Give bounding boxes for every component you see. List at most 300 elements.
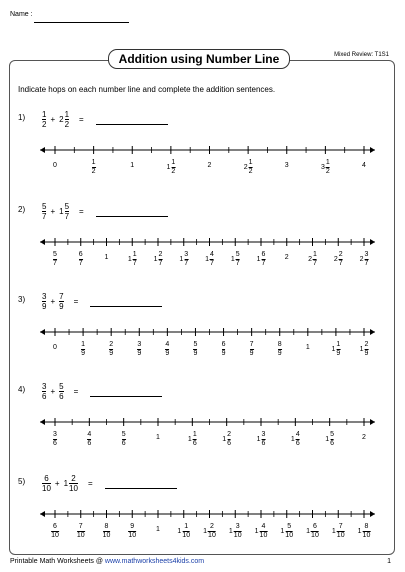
tick-value-whole: 1 (331, 346, 336, 353)
tick-value (332, 341, 341, 358)
addend-1-denominator: 10 (42, 484, 51, 493)
tick-value-denominator: 6 (261, 440, 266, 447)
tick-label (321, 159, 330, 176)
tick-value-fraction (87, 431, 91, 448)
tick-label (92, 159, 96, 176)
tick-value-numerator: 4 (165, 341, 170, 348)
tick-value (362, 434, 366, 441)
addend-2-numerator: 5 (59, 382, 64, 391)
tick-value-fraction (165, 341, 169, 358)
tick-value-numerator: 3 (53, 431, 57, 438)
addend-1-numerator: 5 (42, 202, 47, 211)
tick-value-whole: 2 (207, 162, 212, 169)
tick-value-denominator: 9 (165, 350, 170, 357)
tick-label (222, 341, 226, 358)
tick-value-numerator: 7 (78, 523, 83, 530)
tick-value-whole: 1 (228, 528, 233, 535)
addend-2-numerator: 2 (71, 474, 76, 483)
tick-value-denominator: 6 (192, 440, 197, 447)
tick-value-fraction (278, 341, 282, 358)
addend-1-denominator: 9 (42, 302, 47, 311)
tick-value-whole: 1 (306, 528, 311, 535)
equals-sign: = (79, 207, 84, 216)
tick-value-whole: 1 (290, 436, 295, 443)
addend-1-fraction (42, 202, 46, 221)
tick-value (257, 431, 266, 448)
addend-1-fraction (42, 292, 46, 311)
tick-value-denominator: 6 (53, 440, 57, 447)
tick-value (278, 341, 282, 358)
tick-value (81, 341, 85, 358)
tick-value-denominator: 10 (362, 532, 371, 539)
addend-2-whole: 1 (59, 207, 64, 216)
tick-value-denominator: 2 (248, 168, 253, 175)
tick-value-denominator: 7 (364, 260, 369, 267)
addition-expression (42, 110, 168, 129)
tick-value-whole: 1 (222, 436, 227, 443)
tick-value-fraction (365, 251, 369, 268)
addend-2 (59, 202, 69, 221)
answer-blank[interactable] (96, 206, 168, 217)
tick-value-numerator: 4 (261, 523, 266, 530)
tick-value-whole: 2 (333, 256, 338, 263)
tick-value (222, 431, 231, 448)
addend-2-fraction (65, 110, 69, 129)
plus-sign: + (54, 479, 60, 488)
tick-value-fraction (159, 251, 163, 268)
tick-value (306, 523, 319, 540)
tick-value-numerator: 5 (235, 251, 240, 258)
addend-2-numerator: 1 (64, 110, 70, 119)
tick-value-denominator: 10 (259, 532, 268, 539)
tick-value-denominator: 7 (78, 260, 83, 267)
tick-label (360, 341, 369, 358)
tick-value-denominator: 7 (184, 260, 189, 267)
tick-value-whole: 1 (166, 164, 171, 171)
tick-value-fraction (79, 251, 83, 268)
tick-value (188, 431, 197, 448)
tick-value-denominator: 10 (128, 532, 137, 539)
tick-value (53, 344, 57, 351)
tick-value-fraction (250, 341, 254, 358)
tick-value-fraction (236, 251, 240, 268)
addend-1-numerator: 6 (44, 474, 49, 483)
tick-value (325, 431, 334, 448)
tick-label (166, 159, 175, 176)
addend-2-whole: 2 (59, 115, 64, 124)
tick-value-fraction (222, 341, 226, 358)
addition-expression (42, 474, 177, 493)
tick-value-fraction (337, 523, 345, 540)
tick-label (362, 434, 366, 441)
footer (10, 558, 204, 565)
tick-label (255, 523, 268, 540)
tick-value (165, 341, 169, 358)
tick-value-numerator: 2 (109, 341, 114, 348)
tick-label (306, 344, 310, 351)
tick-value-numerator: 4 (210, 251, 214, 258)
tick-label (285, 162, 289, 169)
equals-sign: = (73, 387, 79, 396)
tick-value-numerator: 7 (249, 341, 254, 348)
tick-value-whole: 4 (362, 162, 366, 169)
tick-value-denominator: 10 (285, 532, 294, 539)
addend-1 (42, 474, 51, 493)
tick-value-fraction (53, 251, 57, 268)
tick-label (87, 431, 91, 448)
tick-value-numerator: 3 (137, 341, 142, 348)
addend-2-denominator: 2 (64, 120, 70, 129)
tick-value (105, 254, 109, 261)
tick-value-fraction (363, 523, 371, 540)
tick-value (53, 162, 57, 169)
tick-label (156, 526, 160, 533)
addition-expression (42, 382, 162, 401)
plus-sign: + (50, 387, 56, 396)
tick-value-denominator: 6 (121, 440, 126, 447)
addend-1-numerator: 3 (42, 292, 47, 301)
tick-value-numerator: 1 (132, 251, 137, 258)
tick-value-whole: 1 (280, 528, 285, 535)
tick-value-whole: 1 (359, 346, 364, 353)
tick-value-denominator: 7 (210, 260, 214, 267)
tick-value-denominator: 10 (51, 532, 59, 539)
tick-value-whole: 1 (179, 256, 184, 263)
tick-value-numerator: 3 (364, 251, 369, 258)
tick-value-denominator: 10 (233, 532, 242, 539)
answer-blank[interactable] (96, 114, 168, 125)
tick-value-fraction (249, 159, 253, 176)
tick-value-denominator: 6 (330, 440, 335, 447)
tick-value-fraction (137, 341, 141, 358)
tick-value-numerator: 1 (81, 341, 86, 348)
addend-1-numerator: 1 (42, 110, 47, 119)
tick-value-whole: 1 (156, 434, 160, 441)
tick-value-denominator: 10 (208, 532, 216, 539)
tick-value-whole: 1 (254, 528, 259, 535)
addend-1-fraction (42, 474, 51, 493)
tick-value-whole: 2 (284, 254, 289, 261)
name-line[interactable] (34, 22, 129, 23)
tick-label (53, 344, 57, 351)
tick-value (332, 523, 345, 540)
tick-value-numerator: 4 (295, 431, 300, 438)
tick-value-numerator: 1 (184, 523, 189, 530)
plus-sign: + (50, 297, 56, 306)
addend-2-whole: 1 (63, 479, 69, 488)
equals-sign: = (73, 297, 79, 306)
tick-value-numerator: 3 (235, 523, 240, 530)
tick-value-denominator: 9 (137, 350, 142, 357)
tick-value-numerator: 5 (287, 523, 292, 530)
problem-number: 4) (18, 385, 26, 394)
tick-value-numerator: 3 (184, 251, 189, 258)
tick-value-fraction (262, 431, 266, 448)
tick-value (203, 523, 216, 540)
tick-value-denominator: 6 (295, 440, 300, 447)
tick-value (166, 159, 175, 176)
tick-value-denominator: 7 (158, 260, 163, 267)
tick-value-numerator: 5 (330, 431, 335, 438)
tick-value (177, 523, 190, 540)
problem-number: 5) (18, 477, 26, 486)
tick-value-denominator: 10 (182, 532, 191, 539)
tick-value-whole: 1 (331, 528, 336, 535)
tick-label (278, 341, 282, 358)
tick-value (194, 341, 198, 358)
tick-value-denominator: 9 (249, 350, 254, 357)
tick-value-fraction (234, 523, 242, 540)
tick-value-whole: 1 (156, 526, 160, 533)
tick-value-fraction (227, 431, 231, 448)
tick-value-whole: 1 (205, 256, 209, 263)
tick-value-whole: 1 (127, 256, 132, 263)
tick-label (257, 251, 266, 268)
addend-2-numerator: 5 (64, 202, 70, 211)
tick-value-denominator: 10 (336, 532, 345, 539)
footer-url[interactable]: www.mathworksheets4kids.com (104, 558, 205, 565)
instructions: Indicate hops on each number line and complete the addition sentences. (18, 85, 276, 94)
tick-value (255, 523, 268, 540)
tick-label (177, 523, 190, 540)
plus-sign: + (50, 115, 56, 124)
addend-2-denominator: 6 (59, 392, 64, 401)
tick-label (103, 523, 111, 540)
tick-value-numerator: 8 (364, 523, 369, 530)
tick-label (79, 251, 83, 268)
tick-label (203, 523, 216, 540)
tick-value-whole: 1 (203, 528, 208, 535)
tick-value-numerator: 9 (130, 523, 135, 530)
tick-value-fraction (51, 523, 59, 540)
tick-value (92, 159, 96, 176)
tick-value-fraction (326, 159, 330, 176)
tick-value-numerator: 5 (193, 341, 198, 348)
tick-value-numerator: 6 (261, 251, 266, 258)
tick-value (358, 523, 371, 540)
equals-sign: = (87, 479, 93, 488)
tick-label (360, 251, 369, 268)
tick-label (130, 162, 134, 169)
tick-value-whole: 1 (130, 162, 135, 169)
tick-value-denominator: 2 (91, 168, 96, 175)
tick-value-fraction (128, 523, 136, 540)
tick-value (229, 523, 242, 540)
tick-value-denominator: 2 (325, 168, 330, 175)
tick-value (205, 251, 214, 268)
addend-2-numerator: 7 (59, 292, 64, 301)
tick-value (122, 431, 126, 448)
tick-value-fraction (330, 431, 334, 448)
tick-value-numerator: 1 (336, 341, 341, 348)
tick-label (105, 254, 109, 261)
tick-value-numerator: 6 (53, 523, 57, 530)
tick-value-numerator: 1 (192, 431, 197, 438)
answer-blank[interactable] (90, 296, 162, 307)
tick-value (208, 162, 212, 169)
tick-value-denominator: 7 (132, 260, 137, 267)
tick-value-numerator: 8 (104, 523, 109, 530)
addend-1 (42, 382, 46, 401)
tick-label (285, 254, 289, 261)
tick-value-fraction (208, 523, 216, 540)
tick-value (109, 341, 113, 358)
tick-label (53, 431, 57, 448)
tick-value-whole: 1 (325, 436, 330, 443)
tick-label (222, 431, 231, 448)
tick-value-denominator: 9 (193, 350, 198, 357)
tick-value-denominator: 9 (364, 350, 369, 357)
tick-value-fraction (109, 341, 113, 358)
tick-value (128, 251, 137, 268)
addend-1-fraction (42, 110, 46, 129)
tick-value-denominator: 7 (338, 260, 343, 267)
tick-value (362, 162, 366, 169)
tick-value-fraction (194, 341, 198, 358)
tick-value-whole: 2 (359, 256, 364, 263)
addend-2 (64, 474, 78, 493)
tick-label (291, 431, 300, 448)
tick-value-denominator: 9 (81, 350, 86, 357)
tick-value-denominator: 7 (53, 260, 57, 267)
tick-value (231, 251, 240, 268)
addend-1-denominator: 7 (42, 212, 47, 221)
name-label: Name : (10, 11, 33, 18)
tick-value-numerator: 4 (87, 431, 92, 438)
tick-value-whole: 1 (153, 256, 158, 263)
tick-label (51, 523, 59, 540)
equals-sign: = (79, 115, 84, 124)
tick-value-denominator: 10 (311, 532, 319, 539)
tick-label (280, 523, 293, 540)
addend-2-fraction (69, 474, 78, 493)
tick-value-numerator: 6 (78, 251, 83, 258)
tick-value-numerator: 7 (338, 523, 343, 530)
tick-value-fraction (285, 523, 293, 540)
tick-value (179, 251, 188, 268)
tick-value (360, 251, 369, 268)
tick-label (77, 523, 85, 540)
tick-value (222, 341, 226, 358)
tick-label (137, 341, 141, 358)
tick-value (154, 251, 163, 268)
plus-sign: + (50, 207, 56, 216)
tick-value-fraction (53, 431, 57, 448)
tick-value-numerator: 6 (221, 341, 226, 348)
tick-value (77, 523, 85, 540)
tick-value (250, 341, 254, 358)
tick-value-numerator: 2 (209, 523, 214, 530)
tick-value-denominator: 7 (261, 260, 266, 267)
tick-value-fraction (92, 159, 96, 176)
answer-blank[interactable] (105, 478, 177, 489)
tick-value (244, 159, 253, 176)
tick-value-denominator: 9 (221, 350, 226, 357)
tick-value-fraction (210, 251, 214, 268)
tick-value-fraction (133, 251, 137, 268)
tick-label (250, 341, 254, 358)
tick-value-numerator: 2 (364, 341, 369, 348)
tick-value-whole: 2 (308, 256, 312, 263)
tick-value (291, 431, 300, 448)
tick-value-fraction (296, 431, 300, 448)
answer-blank[interactable] (90, 386, 162, 397)
addend-2-denominator: 10 (69, 484, 78, 493)
tick-value-denominator: 9 (336, 350, 341, 357)
tick-value (156, 434, 160, 441)
worksheet-title: Addition using Number Line (108, 49, 290, 69)
tick-value (128, 523, 136, 540)
tick-value-numerator: 1 (325, 159, 330, 166)
mixed-review-label: Mixed Review: T1S1 (334, 52, 389, 58)
tick-label (179, 251, 188, 268)
tick-value (53, 251, 57, 268)
tick-value-whole: 1 (177, 528, 182, 535)
addend-1-denominator: 2 (42, 120, 47, 129)
tick-value-fraction (339, 251, 343, 268)
tick-label (128, 523, 136, 540)
tick-value-whole: 1 (104, 254, 109, 261)
addend-2-fraction (59, 382, 63, 401)
addend-2 (59, 292, 63, 311)
tick-value-denominator: 9 (109, 350, 114, 357)
tick-value (306, 344, 310, 351)
tick-label (332, 523, 345, 540)
tick-value (53, 431, 57, 448)
tick-value-denominator: 7 (313, 260, 317, 267)
problem-number: 1) (18, 113, 26, 122)
tick-value-denominator: 10 (76, 532, 85, 539)
tick-label (81, 341, 85, 358)
tick-value-fraction (260, 523, 268, 540)
tick-label (109, 341, 113, 358)
tick-value-whole: 1 (357, 528, 362, 535)
addend-2-fraction (59, 292, 63, 311)
tick-label (156, 434, 160, 441)
tick-label (194, 341, 198, 358)
tick-value (321, 159, 330, 176)
addend-2-denominator: 7 (64, 212, 70, 221)
addend-1-numerator: 3 (42, 382, 47, 391)
tick-value (257, 251, 266, 268)
tick-value-fraction (311, 523, 319, 540)
tick-value-fraction (171, 159, 175, 176)
addend-1 (42, 292, 46, 311)
tick-value-denominator: 6 (87, 440, 92, 447)
tick-label (122, 431, 126, 448)
tick-label (165, 341, 169, 358)
tick-value-whole: 1 (256, 256, 261, 263)
tick-label (229, 523, 242, 540)
tick-label (334, 251, 343, 268)
tick-value-denominator: 9 (277, 350, 282, 357)
tick-value-numerator: 2 (158, 251, 163, 258)
tick-label (53, 162, 57, 169)
tick-value-denominator: 10 (102, 532, 111, 539)
tick-value-whole: 0 (53, 162, 57, 169)
tick-label (205, 251, 214, 268)
tick-value-fraction (103, 523, 111, 540)
tick-value-fraction (365, 341, 369, 358)
tick-label (244, 159, 253, 176)
tick-value-fraction (184, 251, 188, 268)
tick-value-fraction (182, 523, 190, 540)
addend-1-denominator: 6 (42, 392, 47, 401)
addition-expression (42, 202, 168, 221)
tick-label (308, 251, 317, 268)
tick-value-whole: 2 (362, 434, 366, 441)
tick-value-numerator: 3 (261, 431, 266, 438)
